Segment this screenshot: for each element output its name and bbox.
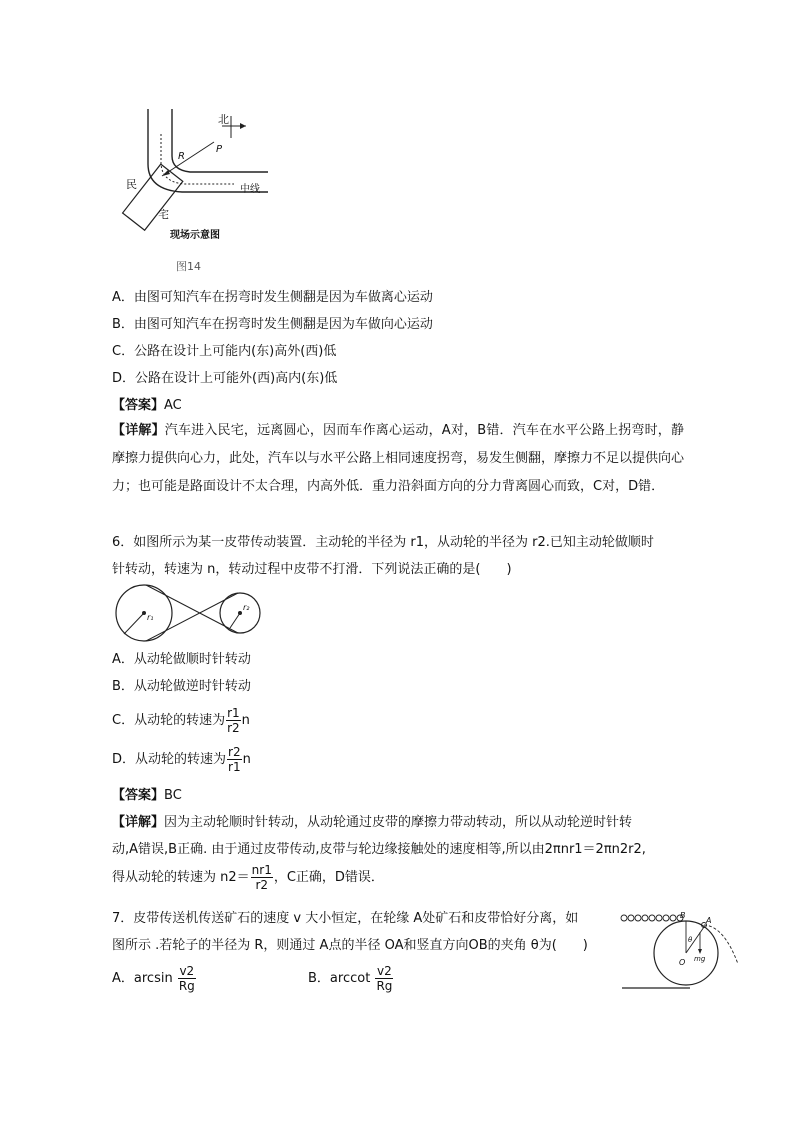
q6-stem-line2: 针转动，转速为 n，转动过程中皮带不打滑．下列说法正确的是( ) [112, 562, 512, 577]
q5-option-b: B．由图可知汽车在拐弯时发生侧翻是因为车做向心运动 [112, 317, 433, 332]
answer-label: 【答案】 [112, 788, 165, 803]
q5-answer [112, 397, 182, 415]
q6-option-d: D．从动轮的转速为 $\frac{r2}{r1}$ n [112, 745, 251, 774]
label-B: B [680, 911, 686, 920]
q7-stem-line1: 7．皮带传送机传送矿石的速度 v 大小恒定，在轮缘 A处矿石和皮带恰好分离，如 [112, 911, 579, 926]
q5-option-a: A．由图可知汽车在拐弯时发生侧翻是因为车做离心运动 [112, 290, 433, 305]
q5-option-d: D．公路在设计上可能外(西)高内(东)低 [112, 371, 338, 386]
q6-option-b: B．从动轮做逆时针转动 [112, 679, 251, 694]
q6-detail-line1: 【详解】因为主动轮顺时针转动，从动轮通过皮带的摩擦力带动转动，所以从动轮逆时针转 [112, 815, 633, 830]
fraction: $\frac{v2}{Rg}$ [376, 964, 393, 993]
q6-stem-line1: 6．如图所示为某一皮带传动装置．主动轮的半径为 r1，从动轮的半径为 r2.已知主动轮做顺时 [112, 535, 654, 550]
q6-detail-line2: 动,A错误,B正确. 由于通过皮带传动,皮带与轮边缘接触处的速度相等,所以由2πnr1＝2πn2r2, [112, 842, 646, 857]
label-P: P [216, 144, 223, 155]
label-mg: mg [694, 955, 706, 963]
figure-14 [118, 104, 288, 274]
label-theta: θ [688, 936, 693, 944]
q7-stem-line2: 图所示 .若轮子的半径为 R，则通过 A点的半径 OA和竖直方向OB的夹角 θ为( ) [112, 938, 588, 953]
conveyor-figure [620, 908, 746, 992]
label-R: R [178, 151, 185, 162]
q6-option-a: A．从动轮做顺时针转动 [112, 652, 251, 667]
q7-option-b: B．arccot $\frac{v2}{Rg}$ [308, 964, 393, 993]
fraction: $\frac{r1}{r2}$ [227, 706, 240, 735]
detail-label: 【详解】 [112, 423, 165, 438]
answer-value: AC [164, 398, 182, 413]
figure-caption: 图14 [176, 260, 201, 273]
answer-label: 【答案】 [112, 398, 165, 413]
q5-detail [112, 417, 684, 501]
house-rect [123, 164, 183, 230]
q6-answer [112, 787, 182, 805]
north-label: 北 [218, 113, 229, 126]
label-centerline: 中线 [240, 184, 260, 195]
q5-option-c: C．公路在设计上可能内(东)高外(西)低 [112, 344, 337, 359]
label-r1: r₁ [147, 613, 154, 622]
fraction: $\frac{nr1}{r2}$ [251, 863, 272, 892]
label-r2: r₂ [243, 603, 250, 612]
answer-value: BC [164, 788, 182, 803]
belt-cross-2 [146, 593, 238, 641]
road-outer-edge [148, 109, 268, 192]
scene-label: 现场示意图 [170, 230, 220, 241]
fraction: $\frac{v2}{Rg}$ [178, 964, 195, 993]
belt-cross-1 [146, 585, 238, 633]
q6-detail-line3: 得从动轮的转速为 n2＝ $\frac{nr1}{r2}$ ，C正确，D错误． [112, 863, 384, 892]
house-label-1: 民 [126, 178, 137, 191]
label-A: A [706, 916, 712, 925]
fraction: $\frac{r2}{r1}$ [228, 745, 241, 774]
label-O: O [679, 958, 686, 967]
house-label-2: 宅 [158, 208, 169, 221]
detail-label: 【详解】 [112, 815, 165, 830]
ore-stones [621, 915, 683, 921]
belt-pulley-figure [112, 582, 282, 644]
detail-text: 汽车进入民宅，远离圆心，因而车作离心运动，A对，B错．汽车在水平公路上拐弯时，静摩擦力提供向心力，此处，汽车以与水平公路上相同速度拐弯，易发生侧翻，摩擦力不足以提供向心力；也可能是路面设计不太合理，内高外低．重力沿斜面方向的分力背离圆心而致，C对，D错． [112, 423, 685, 494]
q6-option-c: C．从动轮的转速为 $\frac{r1}{r2}$ n [112, 706, 250, 735]
q7-option-a: A．arcsin $\frac{v2}{Rg}$ [112, 964, 195, 993]
